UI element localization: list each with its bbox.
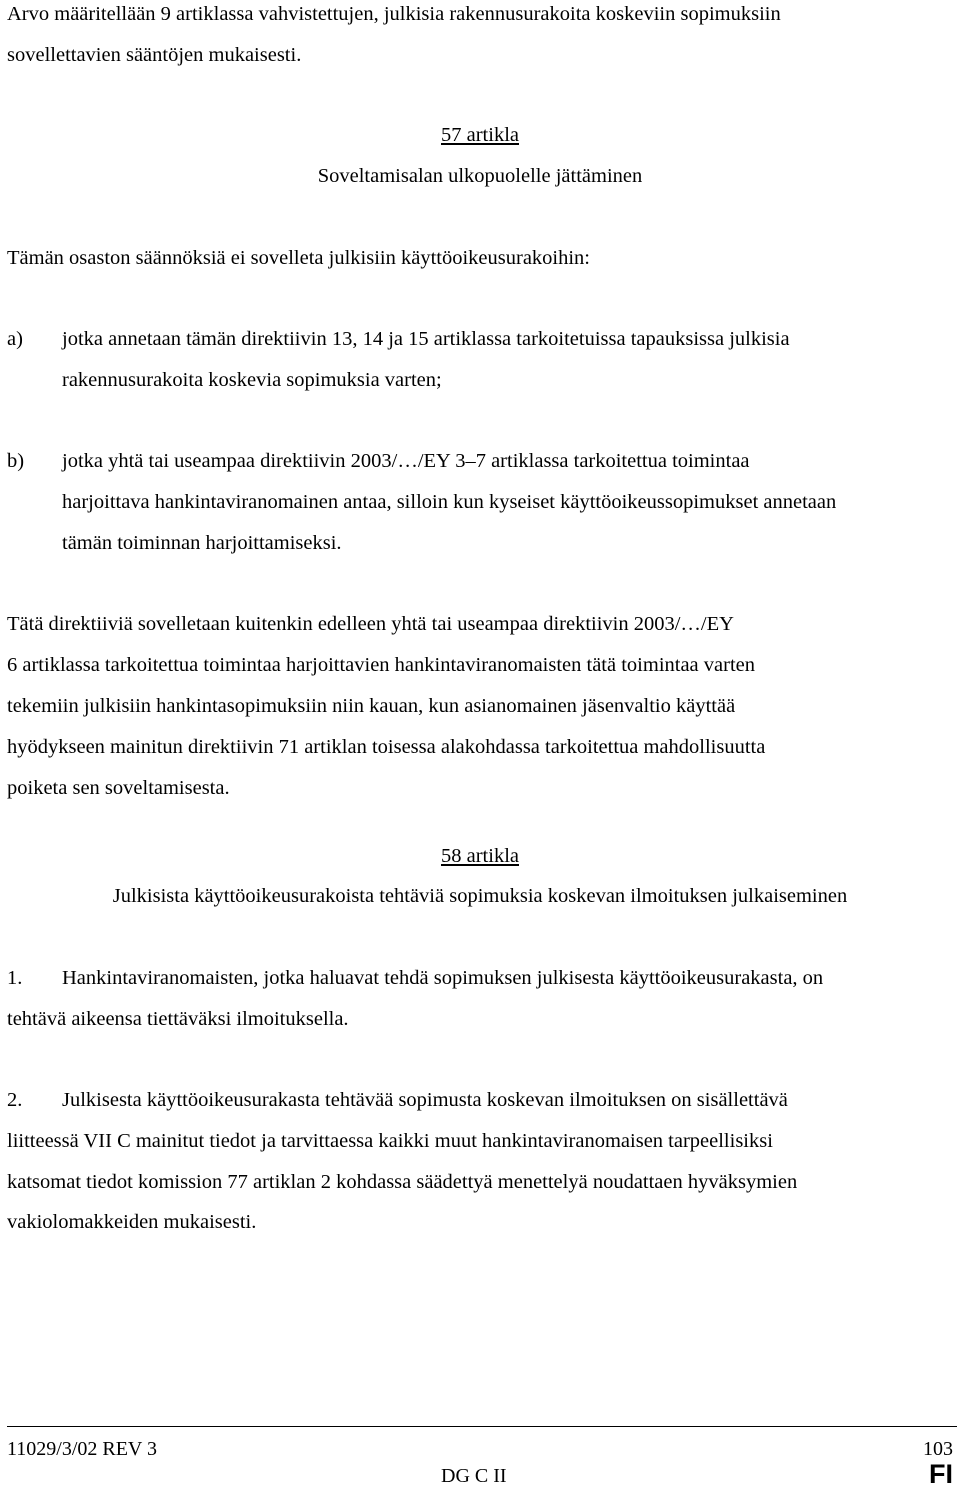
article-57-title: Soveltamisalan ulkopuolelle jättäminen <box>317 165 643 187</box>
paragraph-2-line: liitteessä VII C mainitut tiedot ja tarvittaessa kaikki muut hankintaviranomaisen tarpeellisiksi <box>7 1130 773 1152</box>
body-text-line: Arvo määritellään 9 artiklassa vahvistettujen, julkisia rakennusurakoita koskeviin sopimuksiin <box>7 3 781 25</box>
footer-doc-reference: 11029/3/02 REV 3 <box>7 1438 158 1460</box>
paragraph-2-line: vakiolomakkeiden mukaisesti. <box>7 1211 257 1233</box>
paragraph-line: Tätä direktiiviä sovelletaan kuitenkin edelleen yhtä tai useampaa direktiivin 2003/…/EY <box>7 613 734 635</box>
footer-language-code: FI <box>929 1459 953 1489</box>
body-text-line: sovellettavien sääntöjen mukaisesti. <box>7 44 302 66</box>
list-item-label-a: a) <box>7 328 23 350</box>
footer-divider <box>7 1426 957 1427</box>
footer-page-number: 103 <box>923 1438 953 1460</box>
paragraph-1-line: Hankintaviranomaisten, jotka haluavat tehdä sopimuksen julkisesta käyttöoikeusurakasta, on <box>62 967 824 989</box>
list-item-b-line: harjoittava hankintaviranomainen antaa, silloin kun kyseiset käyttöoikeussopimukset annetaan <box>62 491 837 513</box>
list-item-a-line: jotka annetaan tämän direktiivin 13, 14 ja 15 artiklassa tarkoitetuissa tapauksissa julkisia <box>62 328 790 350</box>
paragraph-number-2: 2. <box>7 1089 23 1111</box>
list-item-label-b: b) <box>7 450 25 472</box>
article-57-heading: 57 artikla <box>441 124 519 146</box>
list-item-a-line: rakennusurakoita koskevia sopimuksia varten; <box>62 369 442 391</box>
paragraph-line: 6 artiklassa tarkoitettua toimintaa harjoittavien hankintaviranomaisten tätä toimintaa varten <box>7 654 755 676</box>
paragraph-1-line: tehtävä aikeensa tiettäväksi ilmoituksella. <box>7 1008 349 1030</box>
list-item-b-line: jotka yhtä tai useampaa direktiivin 2003/…/EY 3–7 artiklassa tarkoitettua toimintaa <box>62 450 750 472</box>
paragraph-line: poiketa sen soveltamisesta. <box>7 777 230 799</box>
paragraph-2-line: Julkisesta käyttöoikeusurakasta tehtävää sopimusta koskevan ilmoituksen on sisällettävä <box>62 1089 788 1111</box>
article-58-heading: 58 artikla <box>441 845 519 867</box>
list-item-b-line: tämän toiminnan harjoittamiseksi. <box>62 532 342 554</box>
paragraph-line: hyödykseen mainitun direktiivin 71 artiklan toisessa alakohdassa tarkoitettua mahdollisuutta <box>7 736 766 758</box>
paragraph-2-line: katsomat tiedot komission 77 artiklan 2 kohdassa säädettyä menettelyä noudattaen hyväksymien <box>7 1171 798 1193</box>
footer-dg: DG C II <box>441 1465 507 1487</box>
article-57-intro: Tämän osaston säännöksiä ei sovelleta julkisiin käyttöoikeusurakoihin: <box>7 247 590 269</box>
paragraph-line: tekemiin julkisiin hankintasopimuksiin niin kauan, kun asianomainen jäsenvaltio käyttää <box>7 695 736 717</box>
article-58-title: Julkisista käyttöoikeusurakoista tehtäviä sopimuksia koskevan ilmoituksen julkaiseminen <box>112 885 848 907</box>
paragraph-number-1: 1. <box>7 967 23 989</box>
